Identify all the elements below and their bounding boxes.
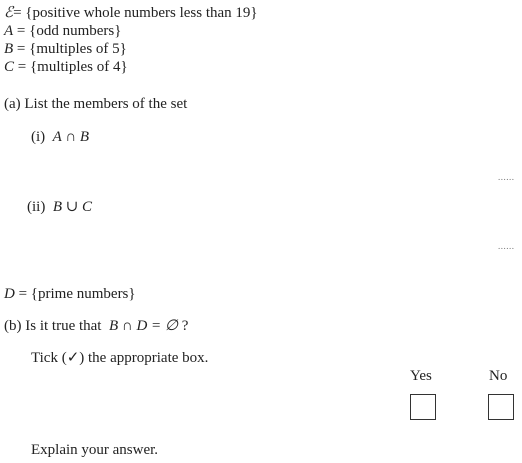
part-a-i-expression: A ∩ B — [52, 129, 90, 145]
set-c-equation: = {multiples of 4} — [14, 59, 128, 75]
set-c-symbol: C — [4, 59, 15, 75]
set-d-symbol: D — [4, 286, 15, 302]
no-checkbox[interactable] — [488, 394, 514, 420]
set-a-symbol: A — [4, 23, 14, 39]
part-a-ii — [27, 198, 92, 216]
part-a-question: (a) List the members of the set — [4, 96, 188, 112]
yes-checkbox[interactable] — [410, 394, 436, 420]
part-a-i-label: (i) — [31, 129, 46, 145]
universal-set-equation: = {positive whole numbers less than 19} — [13, 5, 258, 21]
set-d-equation: = {prime numbers} — [14, 286, 136, 302]
part-a-i — [31, 128, 89, 146]
yes-label: Yes — [410, 368, 432, 384]
tick-instruction: Tick (✓) the appropriate box. — [31, 350, 209, 366]
set-d-definition — [4, 285, 136, 303]
set-a-definition — [4, 22, 121, 40]
part-a-ii-expression: B ∪ C — [52, 199, 93, 215]
part-b-label: (b) Is it true that — [4, 318, 102, 334]
universal-set-symbol: ℰ — [4, 5, 14, 21]
set-a-equation: = {odd numbers} — [13, 23, 122, 39]
part-a-ii-label: (ii) — [27, 199, 46, 215]
part-b-expression: B ∩ D = ∅ — [108, 318, 179, 334]
part-b-question — [4, 317, 188, 335]
answer-line-a-ii[interactable]: ...... — [498, 241, 515, 251]
explain-instruction: Explain your answer. — [31, 442, 159, 458]
set-b-symbol: B — [4, 41, 14, 57]
set-c-definition — [4, 58, 128, 76]
part-b-question-mark: ? — [178, 318, 189, 334]
no-label: No — [489, 368, 508, 384]
universal-set-definition — [4, 4, 258, 22]
set-b-definition — [4, 40, 127, 58]
set-b-equation: = {multiples of 5} — [13, 41, 127, 57]
answer-line-a-i[interactable]: ...... — [498, 172, 515, 182]
